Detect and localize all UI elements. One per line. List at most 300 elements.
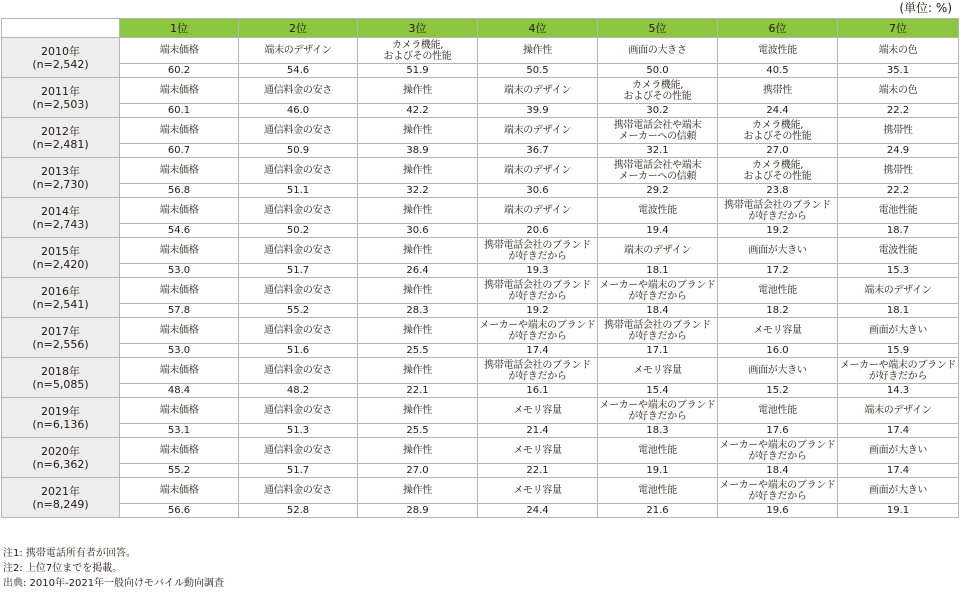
table-row-items xyxy=(2,238,959,264)
item-label-line: 端末価格 xyxy=(159,245,199,256)
table-row-items xyxy=(2,78,959,104)
item-cell xyxy=(358,358,478,384)
item-label-line: 操作性 xyxy=(402,405,433,416)
value-cell: 60.2 xyxy=(120,64,239,78)
rank-header: 6位 xyxy=(718,19,838,38)
item-cell xyxy=(838,438,959,464)
item-cell xyxy=(120,118,239,144)
source-note: 出典: 2010年-2021年一般向けモバイル動向調査 xyxy=(3,578,225,589)
item-label-line: 操作性 xyxy=(402,85,433,96)
value-cell: 21.4 xyxy=(478,424,598,438)
value-cell: 19.4 xyxy=(598,224,718,238)
table-row-items xyxy=(2,398,959,424)
value-cell: 27.0 xyxy=(358,464,478,478)
item-cell xyxy=(838,198,959,224)
sample-size: (n=2,556) xyxy=(32,337,89,351)
value-cell: 24.4 xyxy=(718,104,838,118)
value-cell: 18.7 xyxy=(838,224,959,238)
value-cell: 16.1 xyxy=(478,384,598,398)
table-row-values xyxy=(2,224,959,238)
item-label-line: 通信料金の安さ xyxy=(264,285,332,296)
value-cell: 18.4 xyxy=(598,304,718,318)
item-cell xyxy=(598,158,718,184)
table-row-items xyxy=(2,278,959,304)
value-cell: 51.6 xyxy=(239,344,358,358)
item-label-line: 通信料金の安さ xyxy=(264,125,332,136)
item-cell xyxy=(120,318,239,344)
value-cell: 15.9 xyxy=(838,344,959,358)
value-cell: 17.6 xyxy=(718,424,838,438)
item-cell xyxy=(239,78,358,104)
value-cell: 32.2 xyxy=(358,184,478,198)
item-cell xyxy=(478,318,598,344)
item-label-line: が好きだから xyxy=(748,210,807,222)
value-cell: 17.2 xyxy=(718,264,838,278)
item-cell xyxy=(598,118,718,144)
table-row-values xyxy=(2,144,959,158)
item-cell xyxy=(358,478,478,504)
item-label-line: 端末のデザイン xyxy=(503,125,572,136)
year-label: 2010年 xyxy=(41,44,80,58)
item-label-line: 通信料金の安さ xyxy=(264,485,332,496)
year-label: 2015年 xyxy=(41,244,80,258)
value-cell: 50.9 xyxy=(239,144,358,158)
table-row-values xyxy=(2,304,959,318)
item-label-line: が好きだから xyxy=(868,370,928,382)
value-cell: 30.2 xyxy=(598,104,718,118)
table-row-items xyxy=(2,478,959,504)
item-label-line: メーカーや端末のブランド xyxy=(479,319,596,331)
item-cell xyxy=(598,198,718,224)
item-label-line: 通信料金の安さ xyxy=(264,165,332,176)
item-cell xyxy=(838,398,959,424)
table-body xyxy=(2,38,959,518)
value-cell: 19.6 xyxy=(718,504,838,518)
year-label: 2018年 xyxy=(41,364,80,378)
value-cell: 40.5 xyxy=(718,64,838,78)
item-cell xyxy=(120,78,239,104)
item-label-line: 画面が大きい xyxy=(868,485,928,496)
item-label-line: 電池性能 xyxy=(758,285,797,296)
item-label-line: が好きだから xyxy=(748,450,807,462)
value-cell: 17.4 xyxy=(838,424,959,438)
value-cell: 18.1 xyxy=(838,304,959,318)
value-cell: 22.2 xyxy=(838,104,959,118)
item-cell xyxy=(838,358,959,384)
item-cell xyxy=(838,118,959,144)
value-cell: 16.0 xyxy=(718,344,838,358)
item-cell xyxy=(598,438,718,464)
item-cell xyxy=(718,198,838,224)
item-cell xyxy=(358,118,478,144)
item-cell xyxy=(838,38,959,64)
item-cell xyxy=(358,238,478,264)
value-cell: 60.1 xyxy=(120,104,239,118)
item-label-line: 電池性能 xyxy=(638,485,677,496)
item-cell xyxy=(120,158,239,184)
value-cell: 50.0 xyxy=(598,64,718,78)
item-label-line: 操作性 xyxy=(402,445,433,456)
item-label-line: およびその性能 xyxy=(743,130,812,142)
item-label-line: 操作性 xyxy=(402,325,433,336)
item-label-line: 端末価格 xyxy=(159,325,199,336)
item-cell xyxy=(239,318,358,344)
item-cell xyxy=(718,358,838,384)
item-cell xyxy=(598,78,718,104)
item-label-line: 携帯電話会社や端末 xyxy=(613,159,702,171)
value-cell: 51.7 xyxy=(239,264,358,278)
item-label-line: 端末価格 xyxy=(159,165,199,176)
year-cell xyxy=(2,438,120,478)
item-label-line: メーカーや端末のブランド xyxy=(719,479,836,491)
item-cell xyxy=(718,118,838,144)
table-row-items xyxy=(2,318,959,344)
value-cell: 18.3 xyxy=(598,424,718,438)
footnote: 注1: 携帯電話所有者が回答。 xyxy=(3,548,136,559)
item-cell xyxy=(120,398,239,424)
item-label-line: 端末のデザイン xyxy=(503,165,572,176)
item-label-line: 端末価格 xyxy=(159,405,199,416)
item-label-line: 電池性能 xyxy=(758,405,797,416)
table-row-values xyxy=(2,64,959,78)
value-cell: 25.5 xyxy=(358,344,478,358)
item-cell xyxy=(838,78,959,104)
item-label-line: 端末価格 xyxy=(159,485,199,496)
table-row-values xyxy=(2,344,959,358)
table-row-items xyxy=(2,358,959,384)
item-label-line: 電池性能 xyxy=(878,205,918,216)
item-label-line: 画面が大きい xyxy=(868,445,928,456)
year-label: 2021年 xyxy=(41,484,80,498)
year-cell xyxy=(2,478,120,518)
value-cell: 52.8 xyxy=(239,504,358,518)
item-cell xyxy=(718,438,838,464)
item-label-line: カメラ機能, xyxy=(391,39,444,51)
sample-size: (n=2,542) xyxy=(32,57,89,71)
year-cell xyxy=(2,358,120,398)
rank-header: 5位 xyxy=(598,19,718,38)
item-label-line: 端末のデザイン xyxy=(864,285,932,296)
value-cell: 19.2 xyxy=(478,304,598,318)
item-cell xyxy=(598,238,718,264)
item-cell xyxy=(120,38,239,64)
item-label-line: 端末のデザイン xyxy=(864,405,932,416)
item-label-line: 携帯電話会社のブランド xyxy=(724,199,831,211)
item-label-line: 携帯電話会社のブランド xyxy=(484,239,591,251)
item-label-line: 画面が大きい xyxy=(868,325,928,336)
item-cell xyxy=(120,438,239,464)
value-cell: 48.4 xyxy=(120,384,239,398)
item-label-line: 端末価格 xyxy=(159,85,199,96)
value-cell: 15.2 xyxy=(718,384,838,398)
item-label-line: およびその性能 xyxy=(383,50,452,62)
item-label-line: 携帯性 xyxy=(883,165,913,176)
value-cell: 18.1 xyxy=(598,264,718,278)
value-cell: 55.2 xyxy=(120,464,239,478)
item-cell xyxy=(598,358,718,384)
value-cell: 14.3 xyxy=(838,384,959,398)
item-cell xyxy=(478,38,598,64)
item-cell xyxy=(598,318,718,344)
corner-cell xyxy=(2,19,120,38)
item-cell xyxy=(239,398,358,424)
item-label-line: 端末価格 xyxy=(159,125,199,136)
value-cell: 23.8 xyxy=(718,184,838,198)
item-label-line: 操作性 xyxy=(522,45,553,56)
item-label-line: メーカーへの信頼 xyxy=(618,170,697,182)
value-cell: 53.0 xyxy=(120,264,239,278)
year-cell xyxy=(2,198,120,238)
item-label-line: カメラ機能, xyxy=(631,79,684,91)
item-label-line: メモリ容量 xyxy=(513,485,562,496)
item-cell xyxy=(478,278,598,304)
year-label: 2012年 xyxy=(41,124,80,138)
item-cell xyxy=(239,358,358,384)
value-cell: 50.2 xyxy=(239,224,358,238)
footnotes xyxy=(3,546,224,591)
item-label-line: 端末のデザイン xyxy=(503,85,572,96)
item-label-line: 操作性 xyxy=(402,365,433,376)
table-row-values xyxy=(2,464,959,478)
item-label-line: カメラ機能, xyxy=(751,159,804,171)
item-label-line: 電池性能 xyxy=(638,445,677,456)
value-cell: 56.6 xyxy=(120,504,239,518)
value-cell: 19.3 xyxy=(478,264,598,278)
item-label-line: 通信料金の安さ xyxy=(264,85,332,96)
item-label-line: メーカーへの信頼 xyxy=(618,130,697,142)
item-cell xyxy=(239,278,358,304)
year-cell xyxy=(2,318,120,358)
item-label-line: が好きだから xyxy=(628,290,687,302)
item-label-line: メーカーや端末のブランド xyxy=(599,399,716,411)
value-cell: 35.1 xyxy=(838,64,959,78)
value-cell: 32.1 xyxy=(598,144,718,158)
item-label-line: 端末価格 xyxy=(159,365,199,376)
value-cell: 19.1 xyxy=(838,504,959,518)
value-cell: 50.5 xyxy=(478,64,598,78)
value-cell: 19.2 xyxy=(718,224,838,238)
value-cell: 53.1 xyxy=(120,424,239,438)
value-cell: 53.0 xyxy=(120,344,239,358)
sample-size: (n=6,362) xyxy=(32,457,89,471)
value-cell: 28.3 xyxy=(358,304,478,318)
year-cell xyxy=(2,118,120,158)
year-label: 2013年 xyxy=(41,164,80,178)
value-cell: 19.1 xyxy=(598,464,718,478)
item-cell xyxy=(120,198,239,224)
year-cell xyxy=(2,158,120,198)
item-cell xyxy=(358,438,478,464)
item-label-line: 端末価格 xyxy=(159,285,199,296)
item-label-line: 操作性 xyxy=(402,125,433,136)
item-label-line: メーカーや端末のブランド xyxy=(599,279,716,291)
item-cell xyxy=(718,278,838,304)
value-cell: 57.8 xyxy=(120,304,239,318)
item-cell xyxy=(718,38,838,64)
item-label-line: 端末価格 xyxy=(159,205,199,216)
item-cell xyxy=(358,398,478,424)
item-label-line: メモリ容量 xyxy=(513,445,562,456)
value-cell: 36.7 xyxy=(478,144,598,158)
item-label-line: 電波性能 xyxy=(878,245,918,256)
sample-size: (n=5,085) xyxy=(32,377,89,391)
item-label-line: 画面が大きい xyxy=(748,365,807,376)
item-label-line: メモリ容量 xyxy=(513,405,562,416)
item-cell xyxy=(598,398,718,424)
value-cell: 17.4 xyxy=(838,464,959,478)
item-cell xyxy=(718,318,838,344)
value-cell: 30.6 xyxy=(358,224,478,238)
item-cell xyxy=(239,478,358,504)
item-cell xyxy=(239,118,358,144)
item-label-line: 携帯電話会社のブランド xyxy=(484,359,591,371)
item-cell xyxy=(838,318,959,344)
value-cell: 48.2 xyxy=(239,384,358,398)
unit-label: (単位: %) xyxy=(899,1,952,15)
item-cell xyxy=(838,238,959,264)
item-cell xyxy=(718,238,838,264)
value-cell: 17.1 xyxy=(598,344,718,358)
table-row-values xyxy=(2,104,959,118)
item-label-line: 端末の色 xyxy=(878,45,918,56)
item-label-line: が好きだから xyxy=(508,370,567,382)
item-label-line: が好きだから xyxy=(628,410,687,422)
value-cell: 39.9 xyxy=(478,104,598,118)
table-row-values xyxy=(2,184,959,198)
item-label-line: が好きだから xyxy=(628,330,687,342)
year-cell xyxy=(2,238,120,278)
item-cell xyxy=(718,478,838,504)
value-cell: 51.3 xyxy=(239,424,358,438)
item-label-line: 画面の大きさ xyxy=(628,45,687,56)
value-cell: 26.4 xyxy=(358,264,478,278)
footnote: 注2: 上位7位までを掲載。 xyxy=(3,563,123,574)
value-cell: 24.9 xyxy=(838,144,959,158)
value-cell: 46.0 xyxy=(239,104,358,118)
sample-size: (n=2,541) xyxy=(32,297,89,311)
item-cell xyxy=(239,198,358,224)
item-label-line: が好きだから xyxy=(508,290,567,302)
table-row-items xyxy=(2,38,959,64)
value-cell: 21.6 xyxy=(598,504,718,518)
value-cell: 54.6 xyxy=(239,64,358,78)
value-cell: 38.9 xyxy=(358,144,478,158)
item-label-line: メーカーや端末のブランド xyxy=(719,439,836,451)
year-cell xyxy=(2,398,120,438)
item-cell xyxy=(598,278,718,304)
rank-header: 1位 xyxy=(120,19,239,38)
item-label-line: が好きだから xyxy=(748,490,807,502)
sample-size: (n=2,481) xyxy=(32,137,89,151)
value-cell: 25.5 xyxy=(358,424,478,438)
table-row-values xyxy=(2,504,959,518)
item-label-line: 通信料金の安さ xyxy=(264,325,332,336)
value-cell: 15.4 xyxy=(598,384,718,398)
value-cell: 18.2 xyxy=(718,304,838,318)
value-cell: 29.2 xyxy=(598,184,718,198)
item-label-line: メーカーや端末のブランド xyxy=(839,359,957,371)
value-cell: 17.4 xyxy=(478,344,598,358)
item-cell xyxy=(718,158,838,184)
item-cell xyxy=(478,158,598,184)
year-label: 2011年 xyxy=(41,84,80,98)
item-cell xyxy=(358,78,478,104)
value-cell: 27.0 xyxy=(718,144,838,158)
item-label-line: 通信料金の安さ xyxy=(264,205,332,216)
item-label-line: 操作性 xyxy=(402,205,433,216)
item-label-line: 端末のデザイン xyxy=(264,45,332,56)
item-cell xyxy=(478,358,598,384)
item-label-line: 携帯電話会社のブランド xyxy=(484,279,591,291)
item-cell xyxy=(120,478,239,504)
table-row-items xyxy=(2,198,959,224)
item-label-line: 通信料金の安さ xyxy=(264,245,332,256)
item-cell xyxy=(478,478,598,504)
item-label-line: メモリ容量 xyxy=(753,325,802,336)
item-cell xyxy=(838,478,959,504)
rank-header: 4位 xyxy=(478,19,598,38)
rank-header: 2位 xyxy=(239,19,358,38)
value-cell: 51.7 xyxy=(239,464,358,478)
sample-size: (n=2,743) xyxy=(32,217,89,231)
item-cell xyxy=(598,38,718,64)
item-label-line: 通信料金の安さ xyxy=(264,365,332,376)
item-cell xyxy=(598,478,718,504)
item-label-line: 操作性 xyxy=(402,165,433,176)
rank-header: 3位 xyxy=(358,19,478,38)
item-label-line: 端末の色 xyxy=(878,85,918,96)
value-cell: 15.3 xyxy=(838,264,959,278)
item-cell xyxy=(838,278,959,304)
item-label-line: メモリ容量 xyxy=(633,365,682,376)
item-label-line: 通信料金の安さ xyxy=(264,405,332,416)
item-label-line: 携帯性 xyxy=(883,125,913,136)
value-cell: 18.4 xyxy=(718,464,838,478)
item-label-line: 電波性能 xyxy=(638,205,677,216)
value-cell: 51.9 xyxy=(358,64,478,78)
item-cell xyxy=(239,238,358,264)
value-cell: 55.2 xyxy=(239,304,358,318)
value-cell: 28.9 xyxy=(358,504,478,518)
item-cell xyxy=(120,278,239,304)
year-label: 2017年 xyxy=(41,324,80,338)
header-row xyxy=(2,19,959,38)
item-cell xyxy=(358,198,478,224)
item-cell xyxy=(358,318,478,344)
rank-header: 7位 xyxy=(838,19,959,38)
item-label-line: 携帯電話会社や端末 xyxy=(613,119,702,131)
year-cell xyxy=(2,38,120,78)
item-label-line: 画面が大きい xyxy=(748,245,807,256)
item-cell xyxy=(358,278,478,304)
item-label-line: 操作性 xyxy=(402,285,433,296)
sample-size: (n=2,730) xyxy=(32,177,89,191)
item-cell xyxy=(478,438,598,464)
item-label-line: 電波性能 xyxy=(758,45,797,56)
item-cell xyxy=(120,358,239,384)
item-cell xyxy=(838,158,959,184)
item-cell xyxy=(358,38,478,64)
item-label-line: およびその性能 xyxy=(623,90,692,102)
table-row-items xyxy=(2,158,959,184)
value-cell: 42.2 xyxy=(358,104,478,118)
value-cell: 30.6 xyxy=(478,184,598,198)
item-label-line: 端末のデザイン xyxy=(623,245,692,256)
item-label-line: が好きだから xyxy=(508,330,567,342)
item-cell xyxy=(239,438,358,464)
table-row-values xyxy=(2,264,959,278)
item-label-line: 携帯性 xyxy=(762,85,793,96)
